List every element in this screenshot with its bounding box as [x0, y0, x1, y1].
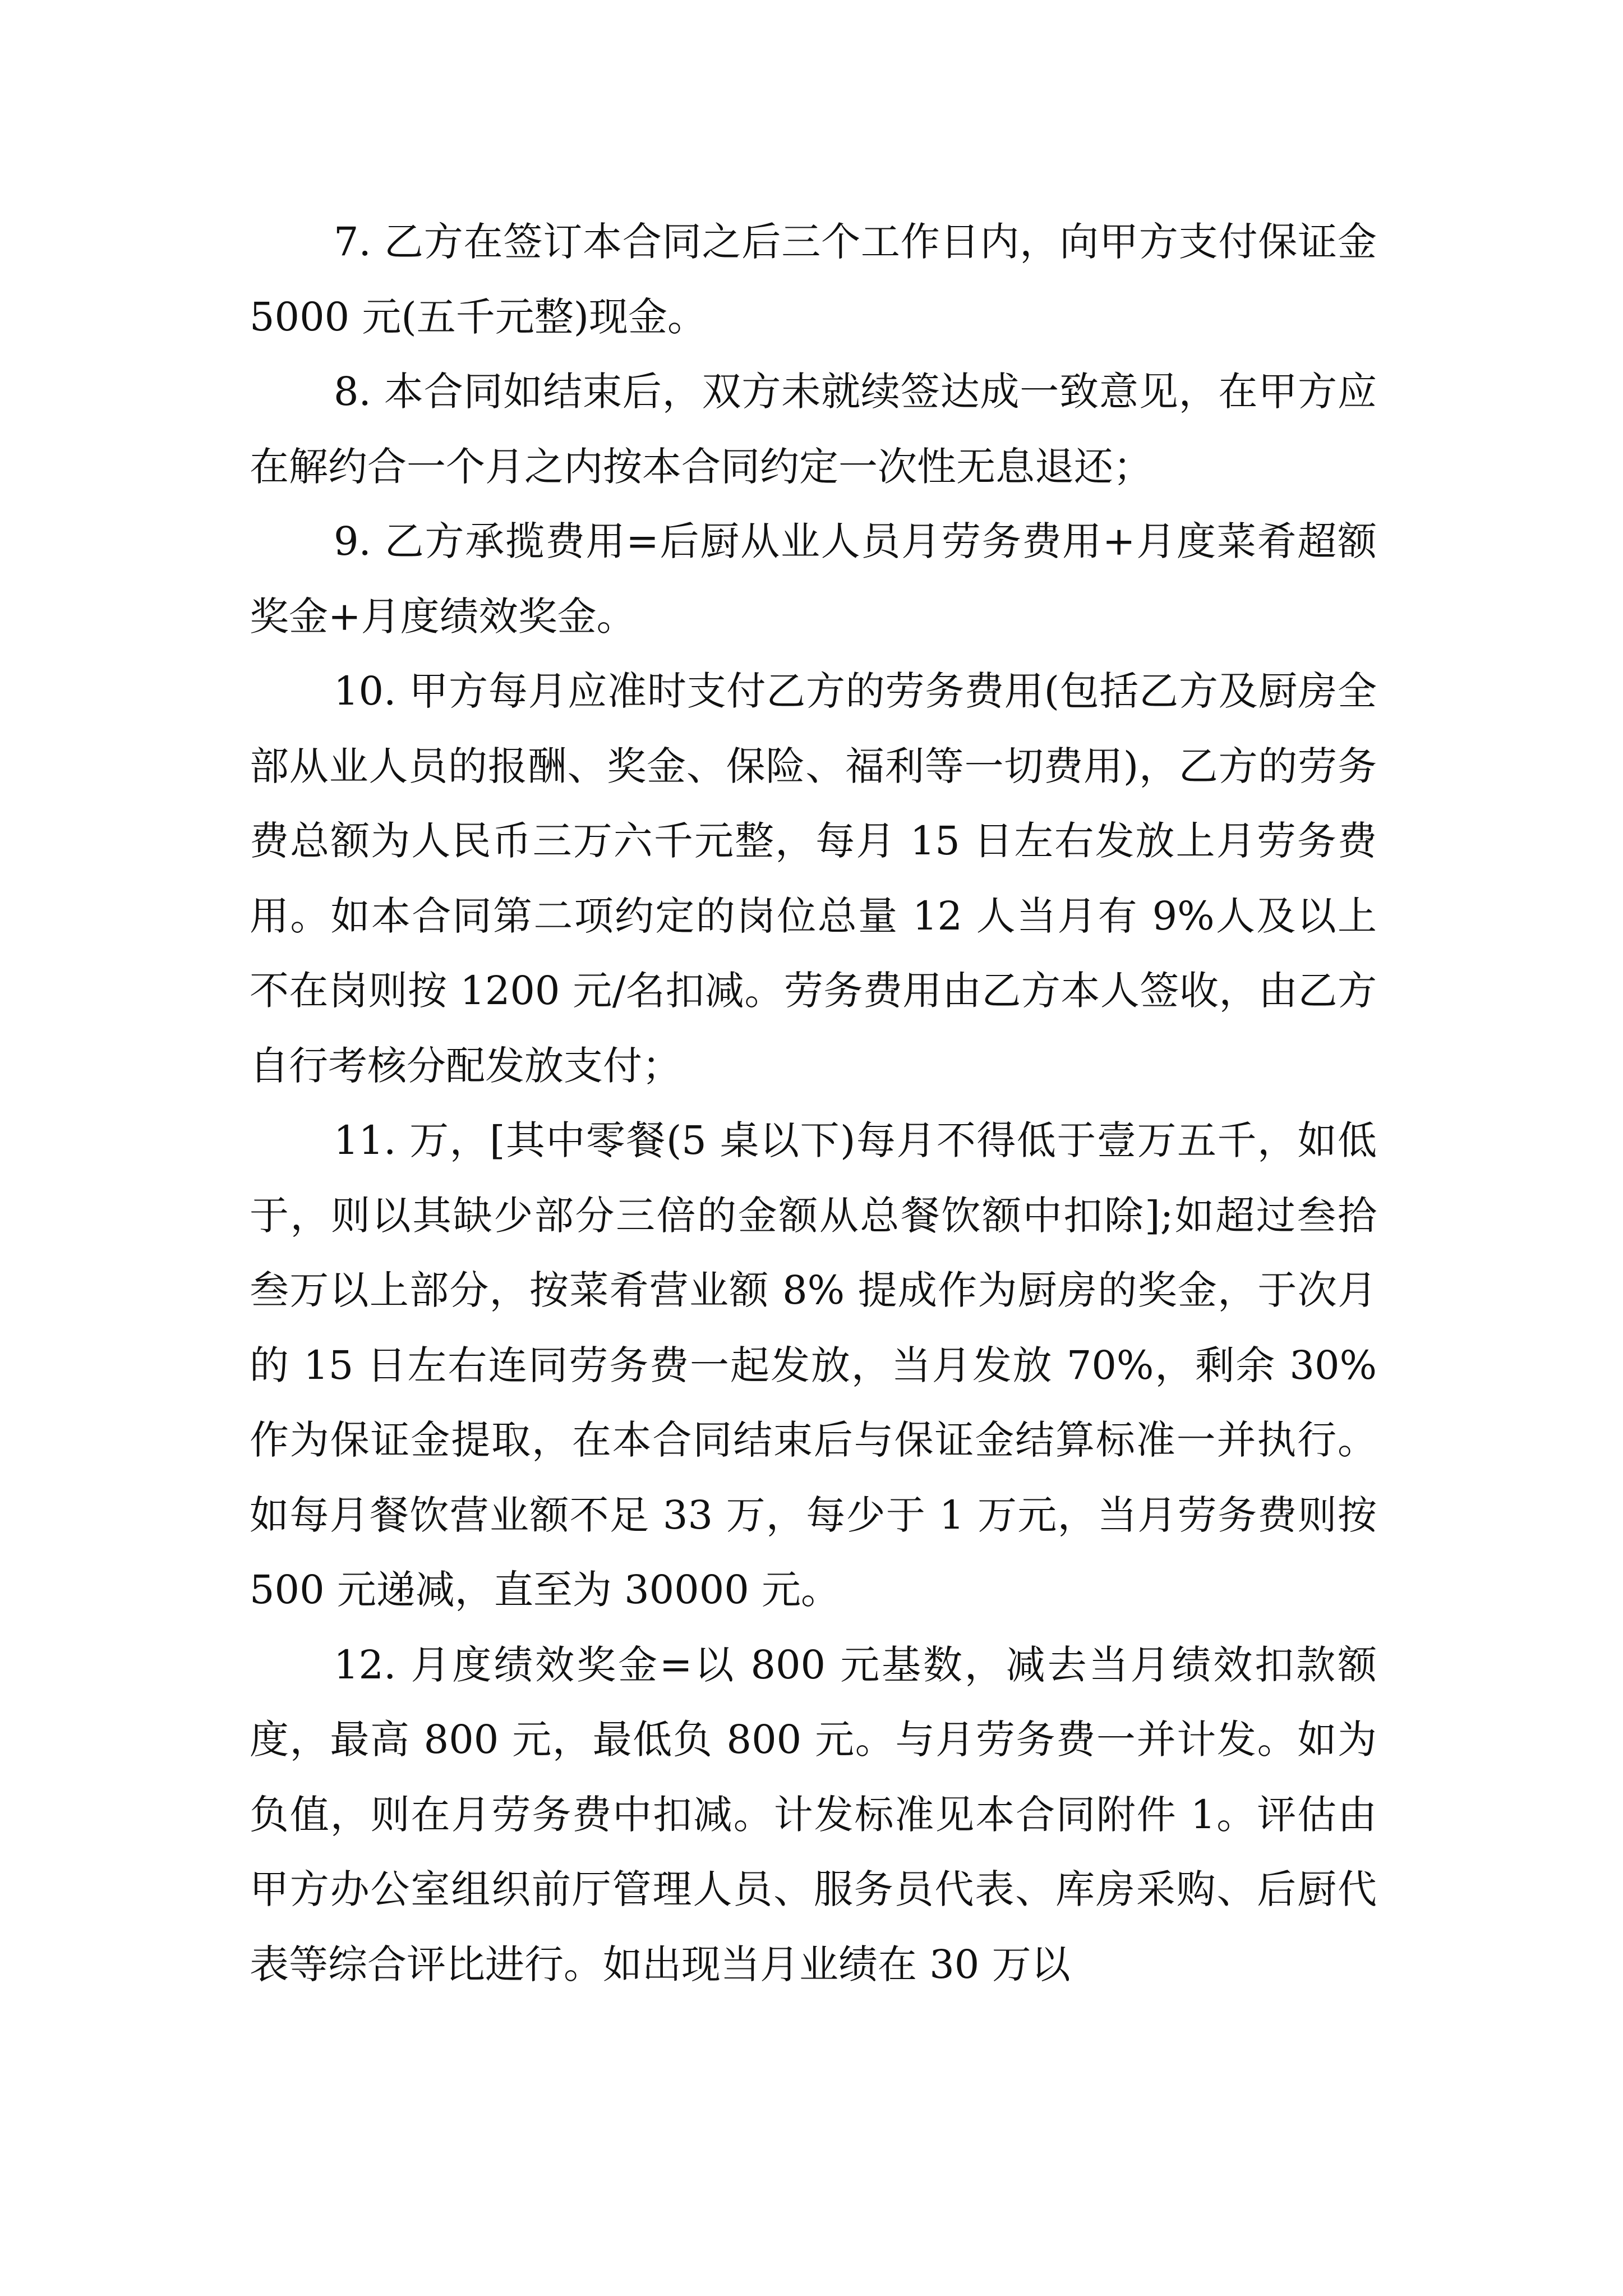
clause-12: 12. 月度绩效奖金=以 800 元基数，减去当月绩效扣款额度，最高 800 元，最低负 800 元。与月劳务费一并计发。如为负值，则在月劳务费中扣减。计发标准见本合同附件 1。评估由甲方办公室组织前厅管理人员、服务员代表、库房采购、后厨代表等综合评比进行。如出现当月业绩在 30 万以 — [250, 1641, 1377, 1987]
clause-10: 10. 甲方每月应准时支付乙方的劳务费用(包括乙方及厨房全部从业人员的报酬、奖金、保险、福利等一切费用)，乙方的劳务费总额为人民币三万六千元整，每月 15 日左右发放上月劳务费用。如本合同第二项约定的岗位总量 12 人当月有 9%人及以上不在岗则按 1200 元/名扣减。劳务费用由乙方本人签收，由乙方自行考核分配发放支付； — [250, 668, 1377, 1089]
clause-8: 8. 本合同如结束后，双方未就续签达成一致意见，在甲方应在解约合一个月之内按本合同约定一次性无息退还； — [250, 369, 1377, 490]
clause-9: 9. 乙方承揽费用=后厨从业人员月劳务费用+月度菜肴超额奖金+月度绩效奖金。 — [250, 518, 1377, 639]
clause-7: 7. 乙方在签订本合同之后三个工作日内，向甲方支付保证金 5000 元(五千元整)现金。 — [250, 219, 1377, 340]
clause-11: 11. 万，[其中零餐(5 桌以下)每月不得低于壹万五千，如低于，则以其缺少部分三倍的金额从总餐饮额中扣除];如超过叁拾叁万以上部分，按菜肴营业额 8% 提成作为厨房的奖金，于次月的 15 日左右连同劳务费一起发放，当月发放 70%，剩余 30%作为保证金提取，在本合同结束后与保证金结算标准一并执行。如每月餐饮营业额不足 33 万，每少于 1 万元，当月劳务费则按 500 元递减，直至为 30000 元。 — [250, 1117, 1377, 1613]
contract-body — [250, 205, 1377, 2002]
